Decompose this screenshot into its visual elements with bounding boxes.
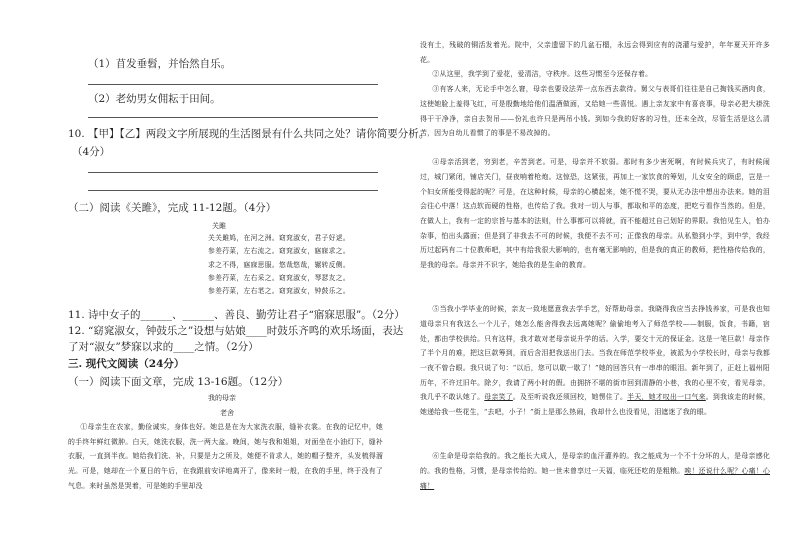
poem-body [208, 232, 350, 298]
underlined-sentence-2: 半天，她才叹出一口气来 [627, 393, 706, 402]
question-9-item-1: （1）苜发垂髫，并怡然自乐。 [88, 58, 232, 70]
question-9-item-2: （2）老幼男女佣耘于田间。 [88, 93, 221, 105]
essay-paragraph-5: ⑤当我小学毕业的时候，亲友一致地愿意我去学手艺，好帮助母亲。我晓得我应当去挣钱养家，可是我也知道母亲只有我这么一个儿子，她怎么能舍得我去远离她呢？偷偷地考入了师范学校——制服，饭食，书籍，宿处，都由学校供给。只有这样，我才敢对老母亲说升学的话。入学，要交十元的保证金。这是一笔巨款！母亲作了半个月的难，把这巨款筹到，而后含泪把我送出门去。当我在师范学校毕业，被派为小学校长时，母亲与我都一夜不曾合眼。我只说了句：“以后，您可以歇一歇了！”她的回答只有一串串的眼泪。新年到了，正赶上福州阳历年，不许过旧年。除夕，我请了两小时的假。由拥挤不堪的街市回到清静的小巷，我的心里不安，看见母亲，我几乎不敢认她了。母亲笑了。及至听说我还须回校，她愣住了。半天，她才叹出一口气来。到我该走的时候，她递给我一些花生，“去吧，小子！”街上是那么热闹，我却什么也没看见，泪遮迷了我的眼。 [420, 305, 770, 417]
essay-paragraph-6-wrap [420, 449, 770, 509]
section-3-heading: 三. 现代文阅读（24分） [68, 358, 185, 370]
essay-paragraph-5-wrap [420, 302, 770, 449]
question-10: 10. 【甲】【乙】两段文字所展现的生活图景有什么共同之处？请你简要分析。 [68, 128, 430, 140]
essay-paragraph-3-wrap [420, 82, 770, 155]
question-12-line-2: 了对“淑女”梦寐以求的____之情。（2分） [68, 341, 259, 353]
essay-paragraph-4: ④母亲活到老，穷到老，辛苦到老。可是，母亲并不软弱。那时有多少害死啊，有时候兵灾了，有时候闹过，城门紧闭，铺店关门，昼夜响着枪炮。这惊恐，这紧张，再加上一家饮食的筹划，儿女安全的顾虑，岂是一个妇女所能受得起的呢？可是，在这种时候，母亲的心横起来，她不慌不哭，要从无办法中想出办法来。她的泪会往心中落！这点软而硬的性格，也传给了我。我对一切人与事，都取和平的态度，把吃亏看作当然的。但是，在做人上，我有一定的宗旨与基本的法则，什么事都可以将就，而不能超过自己划好的界限。我怕见生人，怕办杂事，怕出头露面；但是到了非我去不可的时候，我便不去不可；正像我的母亲。从私塾到小学，到中学，我经历过起码有二十位教师吧，其中有给我很大影响的，也有毫无影响的，但是我的真正的教师，把性格传给我的，是我的母亲。母亲并不识字，她给我的是生命的教育。 [420, 158, 770, 270]
underlined-sentence-1: 母亲笑了 [484, 393, 513, 402]
poem-line: 关关雎鸠，在河之洲。窈窕淑女，君子好逑。 [208, 234, 350, 242]
answer-line [88, 117, 378, 118]
poem-line: 参差荇菜，左右采之。窈窕淑女，琴瑟友之。 [208, 273, 350, 282]
subsection-1-heading: （一）阅读下面文章，完成 13-16题。（12分） [68, 376, 289, 388]
question-12-line-1: 12. “窈窕淑女，钟鼓乐之”设想与姑娘____时鼓乐齐鸣的欢乐场面，表达 [68, 325, 404, 337]
right-column [420, 38, 770, 509]
poem-line: 求之不得，寤寐思服。悠哉悠哉，辗转反侧。 [208, 260, 350, 269]
essay-paragraph-1: ①母亲生在农家，勤俭诚实，身体也好。她总是在为大家洗衣服，缝补衣裳。在我的记忆中，她的手终年鲜红微肿。白天，她洗衣服，洗一两大盆。晚间，她与我和姐姐，对面坐在小油灯下，缝补衣服，一直到半夜。她给我们洗、补，只要是力之所及，她便不肯求人，她的帽子整齐，头发梳得溜光。可是，她却在一个夏日的午后，在我跟前安详地离开了，像来时一般，在我的手里，终于没有了气息。来时虽然是哭着，可是她的手里却没 [68, 423, 383, 490]
answer-line [88, 172, 378, 173]
underlined-sentence-3: 唉！还说什么呢？心痛！心痛！ [420, 466, 770, 490]
section-2-heading: （二）阅读《关雎》，完成 11-12题。（4分） [68, 202, 277, 214]
essay-paragraph-4-wrap [420, 155, 770, 302]
question-11: 11. 诗中女子的______、______、善良、勤劳让君子“寤寐思服”。（2分） [68, 309, 405, 321]
essay-author: 老舍 [220, 409, 234, 417]
essay-paragraph-2: ②从这里，我学到了爱花，爱清洁，守秩序。这些习惯至今还保存着。 [432, 70, 653, 79]
question-10-score: （4分） [72, 146, 111, 158]
essay-paragraph-6: ⑥生命是母亲给我的。我之能长大成人，是母亲的血汗灌养的。我之能成为一个不十分坏的人，是母亲感化的。我的性格，习惯，是母亲传给的。她一世未曾享过一天福，临死还吃的是粗粮。唉！还说什么呢？心痛！心痛！ [420, 452, 770, 490]
essay-title: 我的母亲 [208, 394, 236, 402]
essay-paragraph-1-continued: 没有土，残破的铜活发着光。院中，父亲遗留下的几盆石榴，永远会得到应有的浇灌与爱护，年年夏天开许多花。 [420, 41, 770, 64]
answer-line [88, 84, 378, 85]
poem-line: 参差荇菜，左右流之。窈窕淑女，寤寐求之。 [208, 247, 350, 256]
essay-paragraph-3: ③有客人来，无论手中怎么窘，母亲也要设法弄一点东西去款待。舅父与表哥们往往是自己掏钱买酒肉食，这使她脸上羞得飞红，可是殷勤地给他们温酒做面，又给她一些喜悦。遇上亲友家中有喜丧事，母亲必把大褂洗得干干净净，亲自去贺吊——份礼也许只是两吊小钱。到如今我的好客的习性，还未全改，尽管生活是这么清苦，因为自幼儿看惯了的事是不易改掉的。 [420, 85, 770, 138]
answer-line [88, 190, 378, 191]
poem-title: 关雎 [212, 222, 226, 230]
poem-line: 参差荇菜，左右芼之。窈窕淑女，钟鼓乐之。 [208, 287, 350, 296]
